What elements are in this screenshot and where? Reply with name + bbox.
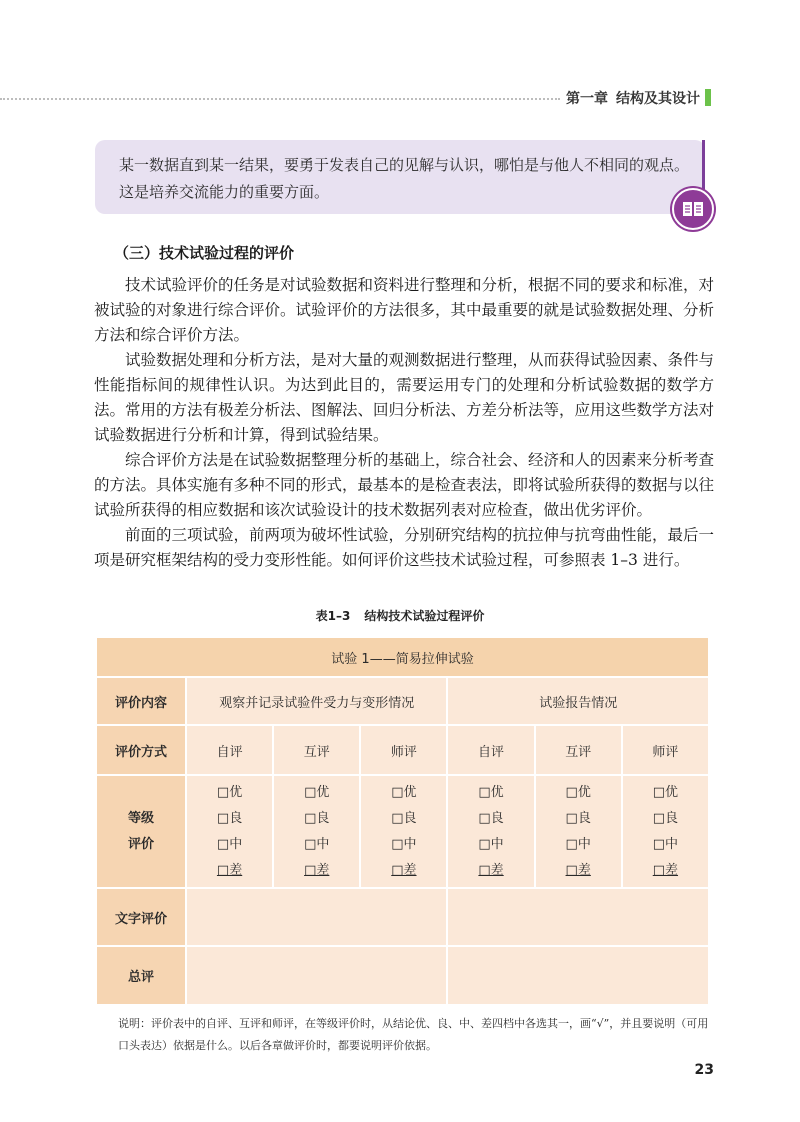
grade-option-poor[interactable]: □差 xyxy=(216,862,243,878)
evaluation-table xyxy=(95,636,710,1006)
grade-row xyxy=(96,775,709,888)
method-cell: 互评 xyxy=(273,725,360,775)
section-title: （三）技术试验过程的评价 xyxy=(114,244,295,262)
grade-option-poor[interactable]: □差 xyxy=(304,862,330,878)
grade-option-medium[interactable]: □中 xyxy=(304,836,330,852)
method-cell: 自评 xyxy=(447,725,534,775)
grade-option-medium[interactable]: □中 xyxy=(391,836,417,852)
grade-option-medium[interactable]: □中 xyxy=(565,836,591,852)
grade-cell xyxy=(360,775,447,888)
paragraph-4: 前面的三项试验，前两项为破坏性试验，分别研究结构的抗拉伸与抗弯曲性能，最后一项是研究框架结构的受力变形性能。如何评价这些技术试验过程，可参照表 1–3 进行。 xyxy=(94,526,715,569)
grade-option-excellent[interactable]: □优 xyxy=(652,784,679,800)
grade-option-excellent[interactable]: □优 xyxy=(216,784,243,800)
table-title: 试验 1——简易拉伸试验 xyxy=(96,637,709,677)
text-eval-input-left[interactable] xyxy=(186,888,447,946)
paragraph-3: 综合评价方法是在试验数据整理分析的基础上，综合社会、经济和人的因素来分析考查的方法。具体实施有多种不同的形式，最基本的是检查表法，即将试验所获得的数据与以往试验所获得的相应数据和该次试验设计的技术数据列表对应检查，做出优劣评价。 xyxy=(94,451,715,519)
row-label-grade-line2: 评价 xyxy=(127,836,154,852)
grade-cell xyxy=(535,775,622,888)
paragraph-1: 技术试验评价的任务是对试验数据和资料进行整理和分析，根据不同的要求和标准，对被试验的对象进行综合评价。试验评价的方法很多，其中最重要的就是试验数据处理、分析方法和综合评价方法。 xyxy=(94,276,715,344)
book-icon-graphic xyxy=(674,190,712,228)
grade-option-good[interactable]: □良 xyxy=(391,810,417,826)
chapter-label: 第一章 xyxy=(566,91,608,107)
header-divider xyxy=(0,98,560,100)
grade-option-good[interactable]: □良 xyxy=(478,810,504,826)
page-number: 23 xyxy=(694,1062,714,1078)
book-icon xyxy=(672,188,714,230)
grade-option-excellent[interactable]: □优 xyxy=(565,784,591,800)
grade-option-poor[interactable]: □差 xyxy=(391,862,417,878)
grade-option-good[interactable]: □良 xyxy=(216,810,243,826)
row-label-method: 评价方式 xyxy=(96,725,186,775)
grade-option-excellent[interactable]: □优 xyxy=(478,784,504,800)
overall-input-right[interactable] xyxy=(447,946,709,1005)
text-eval-input-right[interactable] xyxy=(447,888,709,946)
grade-option-good[interactable]: □良 xyxy=(565,810,591,826)
grade-option-good[interactable]: □良 xyxy=(304,810,330,826)
table-caption-title: 结构技术试验过程评价 xyxy=(364,609,485,623)
method-cell: 师评 xyxy=(360,725,447,775)
paragraph-2: 试验数据处理和分析方法，是对大量的观测数据进行整理，从而获得试验因素、条件与性能指标间的规律性认识。为达到此目的，需要运用专门的处理和分析试验数据的数学方法。常用的方法有极差分析法、图解法、回归分析法、方差分析法等，应用这些数学方法对试验数据进行分析和计算，得到试验结果。 xyxy=(94,351,715,444)
grade-option-medium[interactable]: □中 xyxy=(652,836,679,852)
grade-cell xyxy=(622,775,709,888)
text-eval-row xyxy=(96,888,709,946)
grade-option-poor[interactable]: □差 xyxy=(652,862,679,878)
chapter-accent-bar xyxy=(705,89,711,106)
grade-option-poor[interactable]: □差 xyxy=(565,862,591,878)
content-row xyxy=(96,677,709,725)
row-label-grade xyxy=(96,775,186,888)
table-note: 说明：评价表中的自评、互评和师评，在等级评价时，从结论优、良、中、差四档中各选其一，画“√”，并且要说明（可用口头表达）依据是什么。以后各章做评价时，都要说明评价依据。 xyxy=(118,1017,709,1052)
info-box-text: 某一数据直到某一结果，要勇于发表自己的见解与认识，哪怕是与他人不相同的观点。这是培养交流能力的重要方面。 xyxy=(119,156,690,201)
info-box xyxy=(95,140,705,214)
grade-option-good[interactable]: □良 xyxy=(652,810,679,826)
method-cell: 互评 xyxy=(535,725,622,775)
row-label-text-eval: 文字评价 xyxy=(96,888,186,946)
overall-input-left[interactable] xyxy=(186,946,447,1005)
row-label-grade-line1: 等级 xyxy=(127,810,154,826)
overall-row xyxy=(96,946,709,1005)
grade-cell xyxy=(186,775,273,888)
grade-option-medium[interactable]: □中 xyxy=(216,836,243,852)
row-label-content: 评价内容 xyxy=(96,677,186,725)
content-group-observe: 观察并记录试验件受力与变形情况 xyxy=(186,677,447,725)
content-group-report: 试验报告情况 xyxy=(447,677,709,725)
grade-cell xyxy=(273,775,360,888)
method-cell: 自评 xyxy=(186,725,273,775)
table-caption-number: 表1–3 xyxy=(315,609,351,623)
grade-cell xyxy=(447,775,534,888)
grade-option-medium[interactable]: □中 xyxy=(478,836,504,852)
method-cell: 师评 xyxy=(622,725,709,775)
chapter-header xyxy=(566,88,716,108)
grade-option-excellent[interactable]: □优 xyxy=(304,784,330,800)
grade-option-poor[interactable]: □差 xyxy=(478,862,504,878)
method-row xyxy=(96,725,709,775)
grade-option-excellent[interactable]: □优 xyxy=(391,784,417,800)
table-title-row xyxy=(96,637,709,677)
table-caption xyxy=(0,607,800,624)
row-label-overall: 总评 xyxy=(96,946,186,1005)
chapter-title: 结构及其设计 xyxy=(616,91,700,107)
